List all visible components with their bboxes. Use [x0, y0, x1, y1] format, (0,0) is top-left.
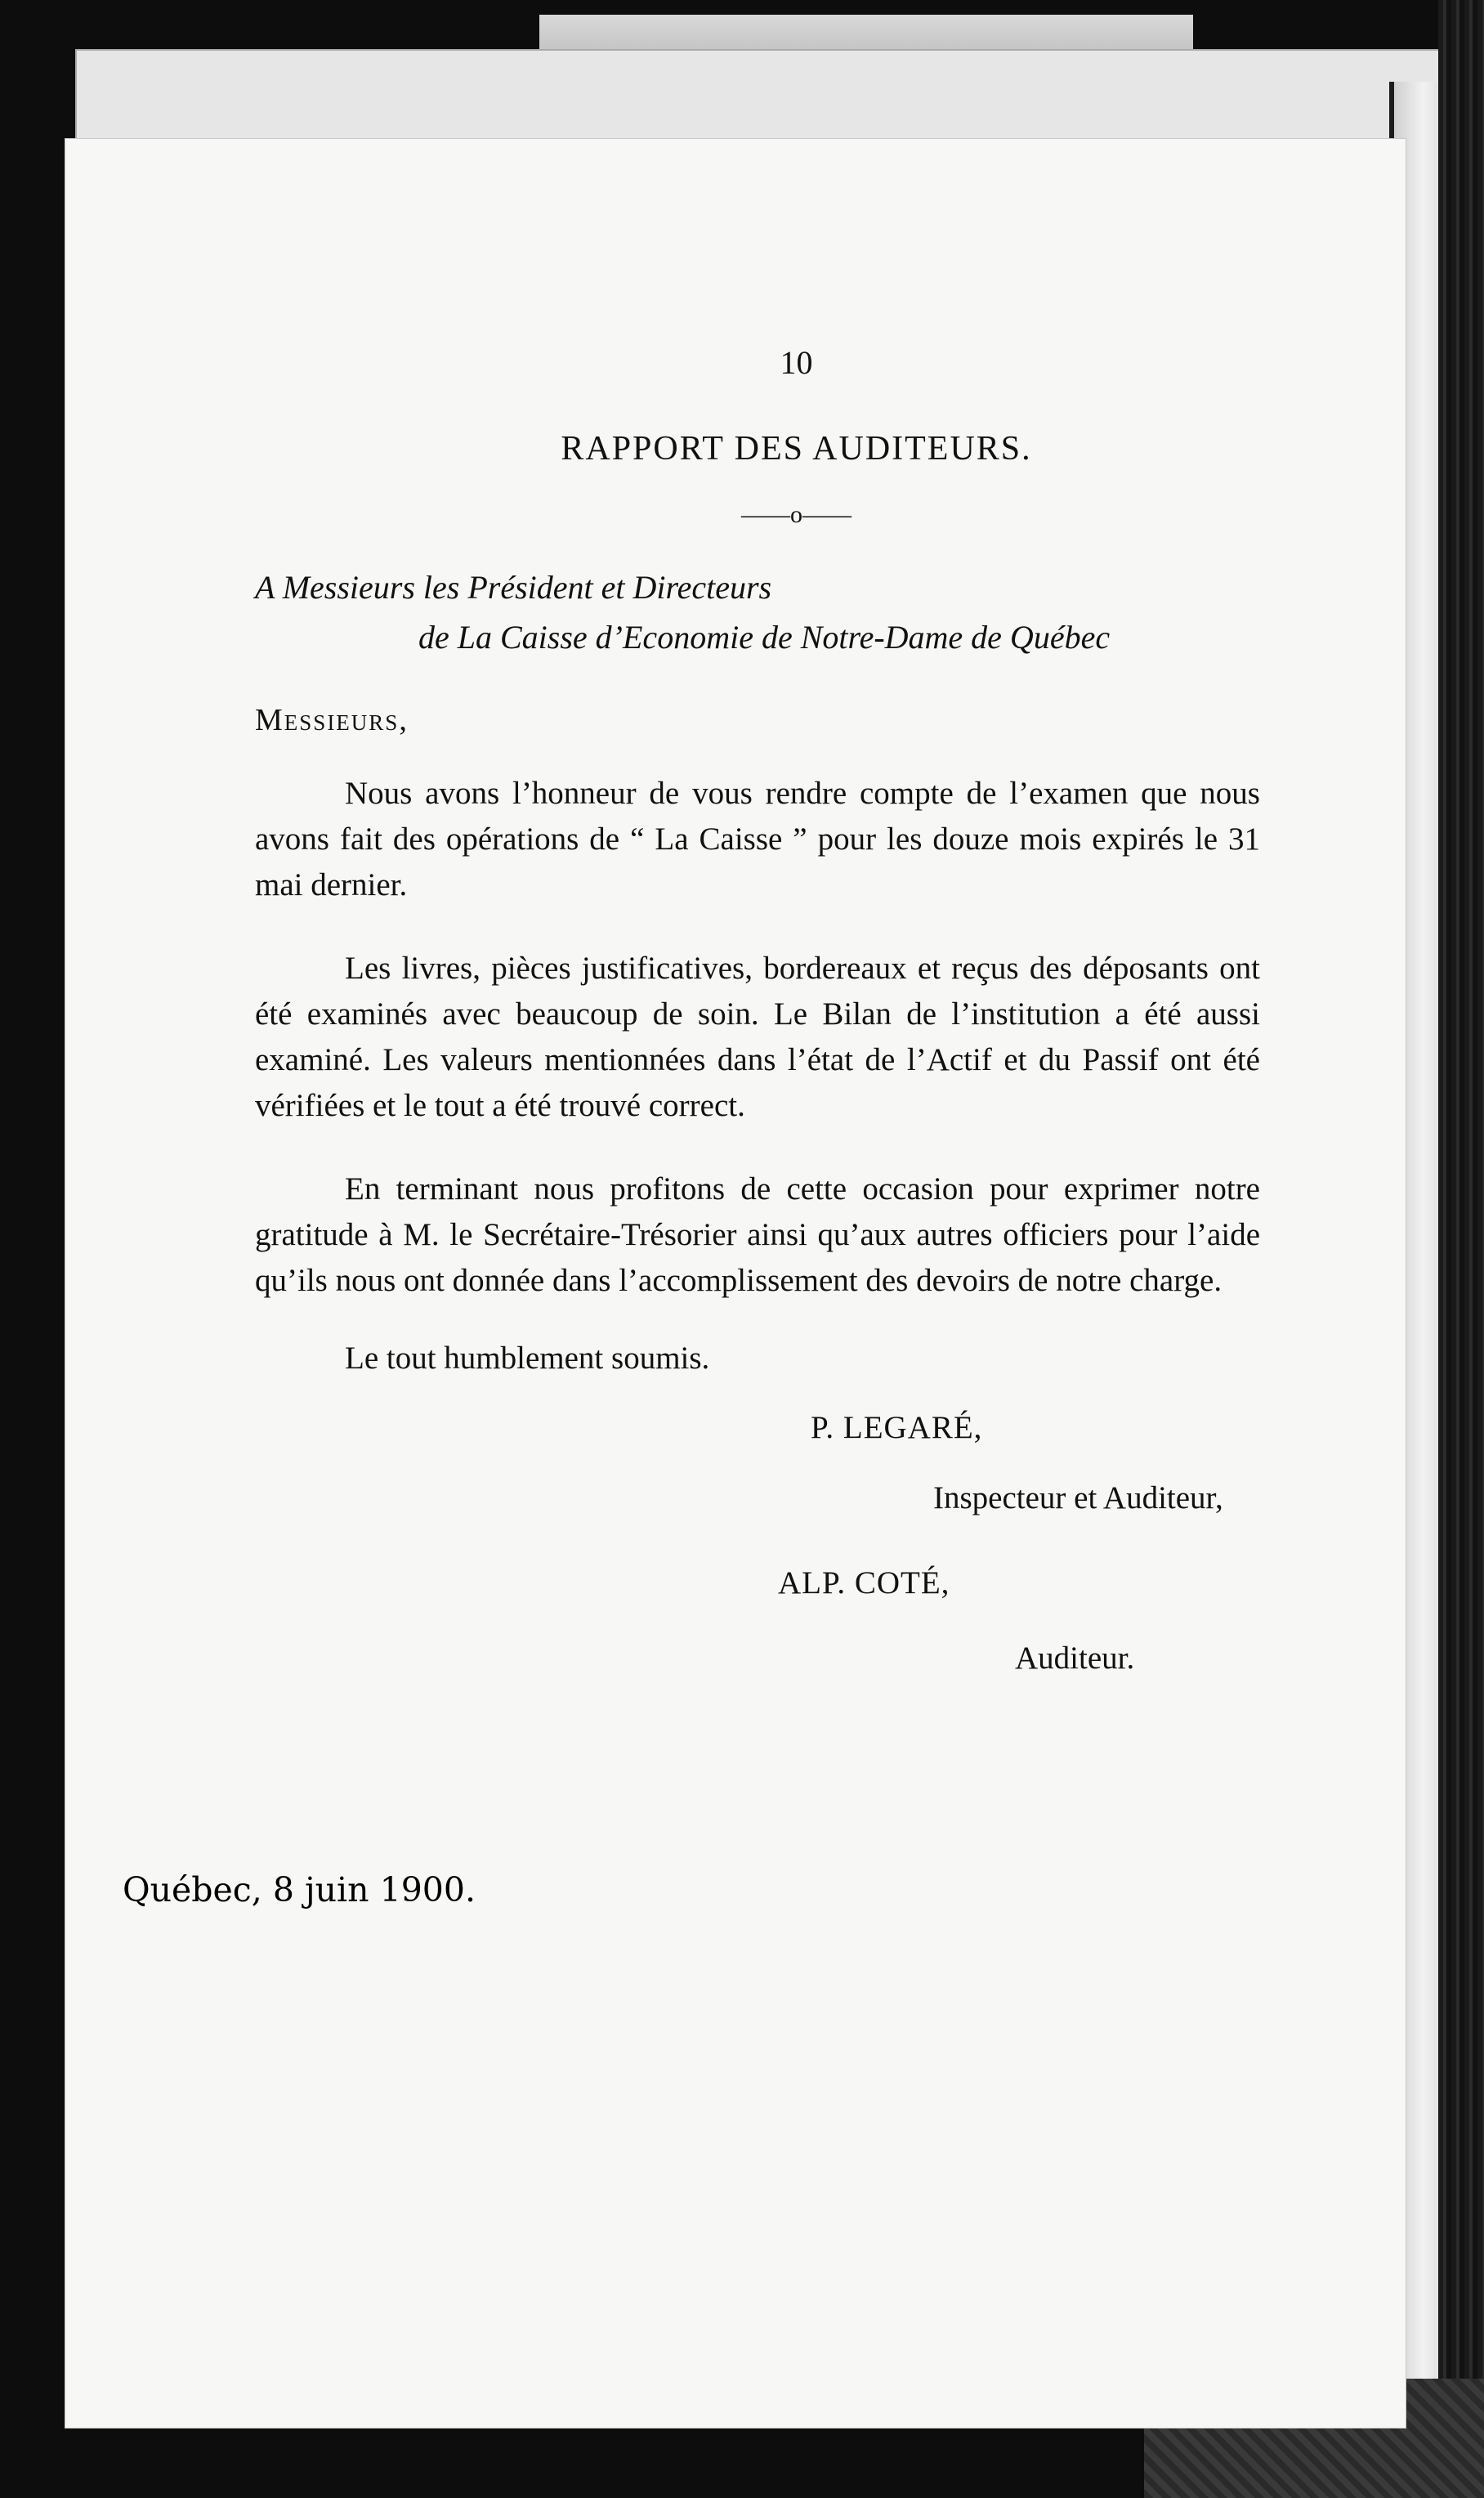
address-line-1: A Messieurs les Président et Directeurs	[255, 569, 772, 606]
document-page	[65, 139, 1406, 2428]
signatory-title-1: Inspecteur et Auditeur,	[933, 1480, 1223, 1515]
signature-block	[255, 1409, 1260, 1769]
salutation: Messieurs,	[255, 703, 409, 737]
title-ornament: ——o——	[741, 501, 852, 528]
signatory-name-1: P. LEGARÉ,	[811, 1410, 983, 1445]
signatory-title-2: Auditeur.	[1015, 1641, 1135, 1676]
place-and-date: Québec, 8 juin 1900.	[123, 1870, 476, 1909]
page-title: RAPPORT DES AUDITEURS.	[561, 430, 1032, 468]
closing-line: Le tout humblement soumis.	[345, 1341, 710, 1376]
binding-strip	[1438, 0, 1484, 2498]
address-line-2: de La Caisse d’Economie de Notre-Dame de Québec	[418, 619, 1111, 656]
page-number: 10	[780, 344, 813, 381]
page-content	[255, 343, 1260, 1769]
signatory-name-2: ALP. COTÉ,	[778, 1565, 950, 1600]
paragraph-1: Nous avons l’honneur de vous rendre compte de l’examen que nous avons fait des opérations de “ La Caisse ” pour les douze mois expirés le 31 mai dernier.	[255, 776, 1260, 902]
paragraph-3: En terminant nous profitons de cette occasion pour exprimer notre gratitude à M. le Secrétaire-Trésorier ainsi qu’aux autres officiers pour l’aide qu’ils nous ont donnée dans l’accomplissement des devoirs de notre charge.	[255, 1171, 1260, 1298]
paragraph-2: Les livres, pièces justificatives, bordereaux et reçus des déposants ont été examinés avec beaucoup de soin. Le Bilan de l’institution a été aussi examiné. Les valeurs mentionnées dans l’état de l’Actif et du Passif ont été vérifiées et le tout a été trouvé correct.	[255, 951, 1260, 1123]
